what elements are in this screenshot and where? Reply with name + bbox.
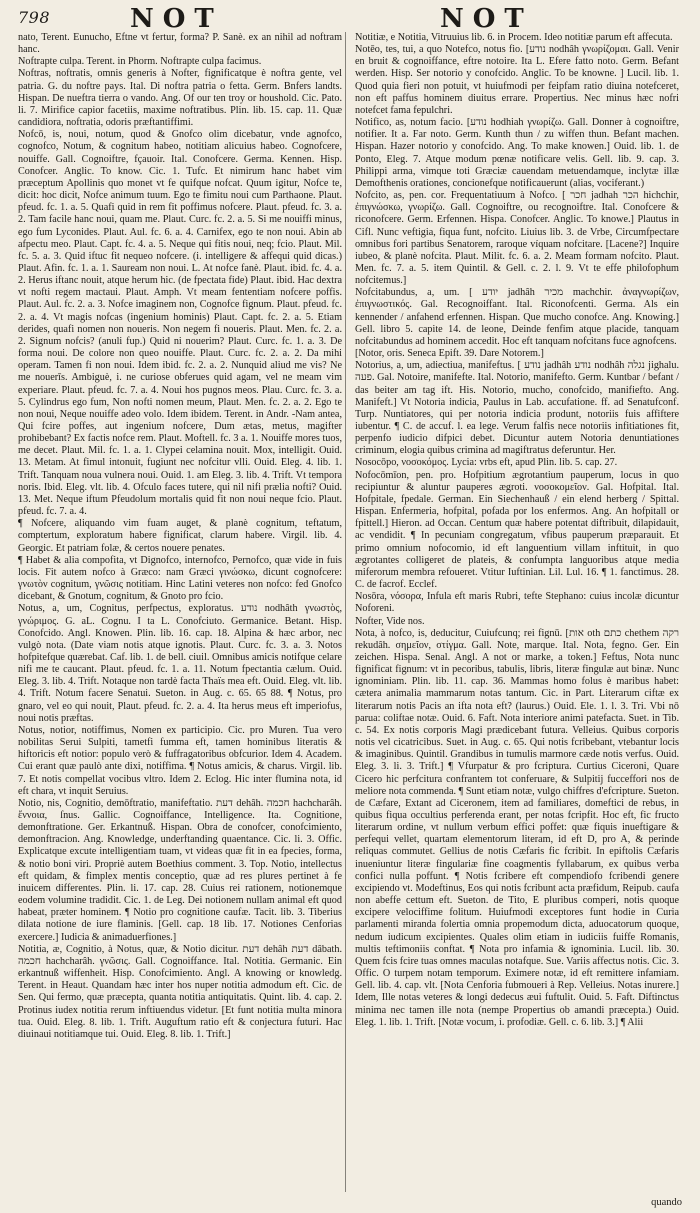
dictionary-entry: Notitia, æ, Cognitio, à Notus, quæ, & Notio dicitur. דעת dehâh דעת dâbath. חכמה hachcharâh. γνῶσις. Gall. Cognoiffance. Ital. Notitia. Germanic. Ein erkantnuß wiffenheit. Hisp. Conofcimiento. Angl. A knowing or knowledg. Terent. in Heaut. Quandam hæc inter hos nuper notitia admodum eft. Cic. de Sen. Qui fermo, quæ præcepta, quanta notitia antiquitatis. Quint. lib. 4. cap. 2. Protinus iudex notitia rerum inftiuendus videtur. [Et funt notitia multa minora tua. Ouid. Eleg. 8. lib. 1. Trift. Auguftum ratio eft & conjectura futuri. Hac diuinaui notitiamque tui. Ouid. Eleg. 8. lib. 1. Trift.] [18,943,342,1040]
dictionary-entry: Nosocōpo, νοσοκόμος. Lycia: vrbs eft, apud Plin. lib. 5. cap. 27. [355,457,618,469]
dictionary-entry: Nofcō, is, noui, notum, quod & Gnofco olim dicebatur, vnde agnofco, cognofco, Notum, & cognitum habeo, notitiam alicuius habeo. Cognofcere, nouiffe. Gall. Cognoiftre, fçauoir. Ital. Conofcere. Germa. Kennen. Hisp. Conofcer. Anglic. To know. Cic. 1. Tufc. Et nimirum hanc habet vim præceptum Apollinis quo monet vt fe quifque nofcat. Quum igitur, Nofce te, dicit: hoc dicit, Nofce animum tuum. Ego te fimitu noui cum Parthaone. Plaut. pfeud. fc. 1. a. 5. Quafi quid in rem fit poffimus nofcere. Plaut. pfeud. fc. 3. a. 2. Tam facile hanc noui, quam me. Plaut. Curc. fc. 2. a. 5. Si me nouiffi minus, ego fum Lyconides. Plaut. Aul. fc. 6. a. 4. Carnifex, ego te non noui. Abin ab afpectu meo. Plaut. Capt. fc. 4. a. 5. Neque qui fitis noui, neq; fcio. Plaut. Mil. fc. 5. a. 3. Quid iftuc fit nequeo nofcere. (i. intelligere & affequi quid dicas.) Plaut. Afin. fc. 1. a. 1. Sauream non noui. L. At nofce fanè. Plaut. ibid. fc. 4. a. 2. Herus iftanc nouit, atque herum hic. (de fpectata fide) Plaut. ibid. Hac dextra vt nofti regem mactaui. Plaut. Amph. Vt meam fententiam nofcere poffis. Plaut. Aul. fc. 2. a. 3. Nofce imaginem non, Cognofce fignum. Plaut. pfeud. fc. 2. a. 4. Vt magis nofcas (ingenium hominis) Plaut. Capt. fc. 2. a. 5. Etiam derides, quafi nomen non noueris. Non negem fi noueris. Plaut. Men. fc. 2. a. 2. Signum nofcis? (anuli fup.) Quid ni nouerim? Plaut. Curc. fc. 1. a. 3. De forma noui. De colore non queo nouiffe. Plaut. Curc. fc. 2. a. 2. Da mihi operam. Tamen fi non noui. Idem ibid. fc. 2. a. 2. Nunquid aliud me vis? Ne me nouerīs. Ambiguè, i. ne curiose obferues quid agam, vel ne meam vim experiare. Plaut. pfeud. fc. 7. a. 4. Noui hos pugnos meos. Plau. Curc. fc. 3. a. 5. Cylindrus ego fum, Non nofti nomen meum, Plaut. Men. fc. 2. a. 2. Ego te non noui, Neque nouiffe adeo volo. Idem ibidem. Terent. in Andr. -Nam antea, Qui fcire poffes, aut ingenium nofcere, Dum ætas, metus, magifter prohibebant? Ex factis nofce rem. Plaut. Moftell. fc. 3 a. 1. Nouiffe mores tuos, me decet. Plaut. Mil. fc. 1. a. 1. Clypei celamina nouit. Mox, intelligit. Ouid. 13. Metam. At fimul intonuit, fugiunt nec nofcitur vlli. Ouid. Eleg. 4. lib. 1. Trift. Tanquam noua vulnera noui. Ouid. 1. am Eleg. 3. lib. 4. Trift. Vt tempora noris. Ibid. Eleg. vlt. lib. 4. Ofculo faces tutere, qui nil nifi prælia nofti? Ouid. 13. Met. Neque iftum Pfeudolum mortalis quid fit non noui neque fcio. Plaut. pfeud. fc. 7. a. 4. [18,129,342,518]
dictionary-entry: Nofcito, as, pen. cor. Frequentatiuum à Nofco. [ חכר jadhah הכר hichchir, ἐπιγνώσκω, γνωρίζω. Gall. Cognoiftre, ou recognoiftre. Ital. Conofcere & riconofcere. Germ. Erfennen. Hispa. Conofcer. Anglic. To knowe.] Plautus in Cifl. Nunc veftigia, fiqua funt, nofcito. Liuius lib. 3. de Vrbe, Circumfpectare omnibus fori partibus Senatorem, raroque víquam nofcitare. [Lacene?] Inquire iubeo, & planè nofcita. Plaut. Milit. fc. 6. a. 2. Meam formam nofcito. Plaut. Men. fc. 7. a. 5. item Quintil. & Gell. c. 2. l. 9. Vt te effe philofophum nofcitemus.] [355,190,679,287]
running-head-left: NOT [130,4,223,34]
dictionary-entry: Nota, à nofco, is, deducitur, Cuiufcunq; rei fignū. [אות oth כתם chethem רקה rekudâh. σημεῖον, στίγμα. Gall. Note, marque. Ital. Nota, fegno. Ger. Ein zeichen. Hispa. Senal. Angl. A not or marke, a token.] Feftus, Nota nunc fignificat fignum: vt in pecoribus, tabulis, libris, literæ fingulæ aut binæ. Nunc ignominiam. Plin. lib. 11. cap. 36. Mammas homo folus è maribus habet: cætera animalia mammarum notas tantum. Cic. in Part. Literarum ciftæ ex literarum notis Pacis an ifta nota eft? (laurus.) Ouid. Ele. 1. l. 3. Tri. Vbi nō parua: coliftae notæ. Ouid. 6. Faft. Nota interiore animi patefacta. Suet. in Tib. c. 54. Ex notis corporis Magi prædicebant futura. Velleius. Quibus corporis notis vel cicatricibus. Suet. in Aug. c. 65. Qui notis fcribebant, vtebantur locis & imaginibus. Quintil. Grandibus in tumulis marmore cæde notis verfus. Ouid. Eleg. 3. li. 3. Trift.] ¶ Vfurpatur & pro fcriptura. Curtius Ciceroni, Quare Cicero hic perfcitura confrantem tot conferuare, & Sulpitij fucceffori nos de meliore nota commenda. ¶ Sunt etiam notæ, vulgo chiffres d'efcripture. Sueton. de Cæfare, Extant ad Ciceronem, item ad familiares, domeftici de rebus, in quibus fiqua occultius perferenda erant, per notas fcripfit. Hoc eft, fic fructo literarum ordine, vt nullum verbum effici poffet: quæ fiquis inueftigare & perfequi vellet, quartam elementorum literam, id eft D, pro A, & perinde reliquas commutet. Gellius de notis Cæfaris fic fcribit. In epiftolis Cæfaris inueniuntur literæ fingulariæ fine coagmentis fyllabarum, ex quibus verba confici nulla poffunt. ¶ Notis fcribere eft compendiofo fcribendi genere excipiendo vt. Modeftinus, Eos qui notis fcribunt acta præfidum, Reipub. caufa non abeffe cettum eft. Sueton. de Tito, E pluribus comperi, notis quoque excipere velociffime folitum. Huiufmodi exceptores funt hodie in Curia parlamenti miranda folertia omnia propemodum dicta, aduocatorum quoque, nedum iudicum excipientes. Quales olim etiam in iudiciis fuiffe Romanis, multis teftimoniis conftat. ¶ Nota pro infamia & ignominia. Lucil. lib. 30. Quem fcis fcire tuas omnes maculas notafque. Sue. Variis affectus notis. Cic. 3. Offic. O turpem notam temporum. Eximere notæ, id eft remittere infamiam. Gell. lib. 4. cap. vlt. [Nota Cenforia fubmoueri à Rep. Velleius. Notas inurere.] Idem, Ille notas veteres & longi dedecus æui fuftulit. Ouid. 5. Faft. Diftinctus minima nec tamen ille nota (nempe Propertius ob amandi præcepta.) Ouid. Eleg. 1. lib. 1. Trift. [Notæ vocum, i. profodiæ. Gell. c. 6. lib. 3.] ¶ Alii [355,627,679,1028]
running-head-right: NOT [440,4,533,34]
dictionary-entry: Notio, nis, Cognitio, demōftratio, manifeftatio. דעת dehâh. חכמה hachcharâh. ἔννοια, ſnus. Gallic. Cognoiffance, Intelligence. Ita. Cognitione, demonftratione. Ger. Erkantnuß. Hispan. Obra de conofcer, conofcimiento, demonftracion. Ang. Knowledge, underftanding quaentance. Cic. li. 3. Offic. Explicatque excute intelligentiam tuam, vt videas quæ fit in ea fpecies, forma, & notio boni viri. Propriè autem Boethius comment. 3. Top. Notio, intellectus eft quidam, & fimplex mentis conceptio, quæ ad res plures pertinet à fe inuicem differentes. Plin. li. 17. cap. 28. Cuius rei rationem, notionemque eodem volumine tradidit. Cic. 1. de Leg. Dei notionem nullam animal eft quod habeat, præter hominem. ¶ Notio pro cognitione caufæ. Tacit. lib. 3. Tiberius dilata notione de iure flaminis. [Gell. cap. 18 lib. 17. Notiones Cenforias exercere.] Iudicia & animaduerfiones.] [18,797,342,943]
dictionary-entry: Notitiæ, e Notitia, Vitruuius lib. 6. in Procem. Ideo notitiæ parum eft affecuta. [355,32,673,43]
dictionary-entry: Notus, notior, notiffimus, Nomen ex participio. Cic. pro Muren. Tua vero nobilitas Serui Sulpiti, tametfi fumma eft, tamen hominibus literatis & hiftoricis eft notior: populo verò & fuffragatoribus obfcurior. Idem 4. Academ. Cui erant quæ paulò ante dixi, notiffima. ¶ Notus amicis, & charus. Virgil. lib. 7. Et notis compellat vocibus vltro. Idem 2. Eclog. Hic inter flumina nota, id eft chara, vt inquit Seruius. [18,724,342,797]
left-column [18,32,342,1197]
dictionary-entry: Notus, a, um, Cognitus, perfpectus, exploratus. נודע nodhâth γνωστὸς, γνώριμος. G. aL. Cognu. I ta L. Conofciuto. Germanice. Betant. Hisp. Conofcido. Angl. Knowen. Plin. lib. 16. cap. 18. Alpina & hæc arbor, nec vulgò nota. (Date viam notis atque ignotis. Plaut. Curc. fc. 3. a. 3. Notos hofpitefque quærebat. Caf. lib. 1. de bell. ciuil. Omnibus amicis notifque celare nifi me te caucant. Plaut. pfeud. fc. 1. a. 11. Notum fpectantia cælum. Ouid. Eleg. 3. lib. 4. Trift. Notaque non tardè facta Thaïs mea eft. Ouid. Eleg. vlt. lib. 4. Trift. Notum facere Senatui. Sueton. in Aug. c. 65. 65 88. ¶ Notus, pro gnaro, vel eo qui nouit, Plaut. pfeud. fc. 2. a. 4. Ita herus meus eft imperiofus, noui notis præftas. [18,603,342,724]
dictionary-entry: Notifico, as, notum facio. [נודע hodhiah γνωρίζω. Gall. Donner à cognoiftre, notifier. It a. Far noto. Germ. Kunth thun / zu wiffen thun. Befant machen. Hispan. Hazer notorio y conofcido. Ang. To make knowen.] Ouid. lib. 1. de Ponto, Eleg. 7. Atque modum pœnæ notificare velis. Gell. lib. 9. cap. 3. Philippi arma, vimque toti Græciæ cauendam metuendamque, inclytæ illæ Demofthenis orationes, concionefque notificauerunt (alias, vociferant.) [355,117,679,189]
dictionary-entry: ¶ Habet & alia compofita, vt Dignofco, internofco, Pernofco, quæ vide in fuis locis. Fit autem nofco à Græco: nam Græci γινώσκω, dicunt cognofcere: γνωτὸν cognitum, γνῶσις notitiam. Hinc Latini veteres non nofco: fed Gnofco dicebant, & Gnotum, cognitum, & Gnoto pro fcio. [18,554,342,603]
dictionary-entry: [Notor, oris. Seneca Epift. 39. Dare Notorem.] [355,348,544,360]
dictionary-entry: Nofocōmīon, pen. pro. Hofpitium ægrotantium pauperum, locus in quo recipiuntur & aluntur pauperes ægroti. νοσοκομεῖον. Gal. Hofpital. Ital. Hofpitale, fpedale. German. Ein Siechenhauß / ein elend herberg / Spittal. Hispan. Enfermeria, hofpital, pofada por los enfermos. Ang. An hofpitall or fpittell.] Hieron. ad Occan. Centum quæ habere potentat diftribuit, dilapidauit, ac vendidit. ¶ In pecuniam congregatum, vfibus pauperum præparauit. Et primo omnium nofocomio, id eft languentium villam inftituit, in quo ægrotantes colligeret de plateis, & confumpta languoribus atque media miferorum membra refoueret. Vtitur Iuftinian. Lil. Lul. 16. ¶ 1. fanctimus. 28. C. de facrof. Ecclef. [355,469,679,591]
page-header [0,0,700,36]
page-number: 798 [18,8,51,27]
catchword: quando [651,1197,682,1208]
dictionary-entry: Notorius, a, um, adiectiua, manifeftus. [ נודע jadhâh נודע nodhâh נגלה jighalu. פעה. Gal. Notoire, manifefte. Ital. Notorio, manifefto. Germ. Kuntbar / befant / das beiter am tag ift. His. Notorio, mucho, conofcido, manifiefto. Ang. Manifeft.] Vt Notoria indicia, Paulus in Lab. accufatione. ff. ad Senatufconf. Turp. Nuntiatores, qui per notoria indicia produnt, notoriis fuis affiftere iubentur. ¶ C. de accuf. l. ea lege. Verum falfis nece notoriis infitiationes fit, perpenfo iudicio difpici debet. Dicuntur autem Notoria denuntiationes criminum, elogia quibus crimina ad magiftratus deferuntur. Her. [355,360,679,457]
right-column [355,32,679,1197]
dictionary-entry: ¶ Nofcere, aliquando vim fuam auget, & planè cognitum, teftatum, comptertum, exploratum habere fignificat, clarum habere. Virgil. lib. 4. Georgic. Et patriam folæ, & certos nouere penates. [18,518,342,554]
dictionary-entry: Notēo, tes, tui, a quo Notefco, notus fio. [נודע nodhâh γνωρίζομαι. Gall. Venir en bruit & cognoiffance, eftre notoire. Ita L. Efere fatto noto. Germ. Befant werden. Hisp. Ser notorio y conofcido. Anglic. To be knowne. ] Lucil. lib. 1. Quod quia fieri non potuit, vt huiufmodi per feipfam ratio diuina notefceret, non eft paffus hominem diuitus errare. Propertius. Nec minus hæc nofri notefcet fama fepulchri. [355,44,679,116]
dictionary-entry: nato, Terent. Eunucho, Eftne vt fertur, forma? P. Sanè. ex an nihil ad noftram hanc. [18,32,342,56]
dictionary-entry: Noftras, noftratis, omnis generis à Nofter, fignificatque è noftra gente, vel patria. G. du noftre pays. Ital. Di noftra patria o fetta. Germ. Bnfers landts. Hispan. De nueftra tierra o vando. Ang. Of our ten troy or houshold. Cic. Pato. li. 7. Mirifice capior facetiis, maxime noftratibus. Plin. lib. 15. cap. 11. Quæ candidiora, noftratia, odoris præftantiffimi. [18,68,342,129]
dictionary-entry: Nofter, Vide nos. [355,615,425,627]
dictionary-entry: Nosōra, νόσορα, Infula eft maris Rubri, tefte Stephano: cuius incolæ dicuntur Noforeni. [355,591,679,615]
dictionary-entry: Nofcitabundus, a, um. [ יודע jadhâh מכיר machchir. ἀναγνωρίζων, ἐπιγνωστικός. Gal. Recognoiffant. Ital. Riconofcenti. Germa. Als ein kennender / anfahend erfennen. Hispan. Que mucho conofce. Ang. Knowing.] Gell. libro 5. capite 14. de leone, Deinde fenfim atque placide, tanquam nofcitabundus ad hominem accedit. Hoc eft tanquam nofcitans fuce agnofcens. [355,287,679,347]
column-divider [345,32,346,1192]
dictionary-entry: Noftrapte culpa. Terent. in Phorm. Noftrapte culpa facimus. [18,56,262,68]
